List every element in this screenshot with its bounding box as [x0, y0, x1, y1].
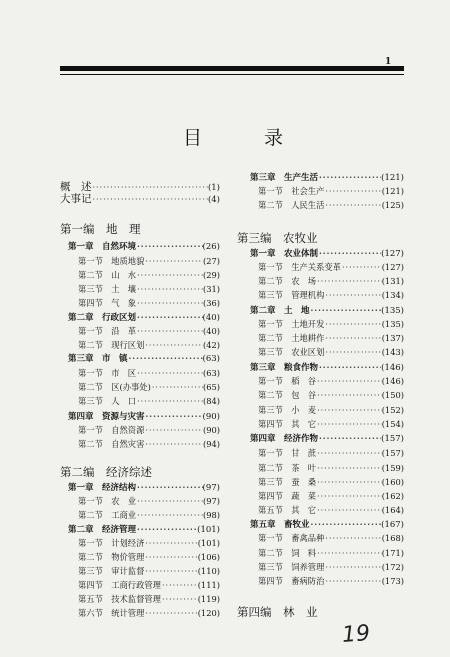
- entry-page-number: (125): [381, 200, 404, 210]
- entry-page-number: (135): [381, 306, 404, 316]
- dot-leader: [316, 375, 382, 389]
- dot-leader: [144, 438, 203, 452]
- section-entry: [258, 574, 404, 589]
- section-entry: [78, 536, 220, 551]
- entry-title: 第四章 经济作物: [250, 434, 319, 444]
- dot-leader: [316, 476, 382, 490]
- entry-title: 第一节 沿 革: [78, 326, 137, 336]
- chapter-entry: [250, 360, 404, 375]
- entry-title: 第一节 甘 蔗: [258, 448, 317, 458]
- dot-leader: [136, 297, 203, 311]
- entry-title: 第二节 包 谷: [258, 390, 317, 400]
- dot-leader: [144, 565, 197, 579]
- entry-title: 第三节 农业区划: [258, 347, 325, 357]
- section-entry: [78, 437, 220, 452]
- entry-page-number: (168): [381, 533, 404, 543]
- entry-page-number: (90): [202, 425, 220, 435]
- dot-leader: [316, 418, 382, 432]
- entry-title: 第三章 生产生活: [250, 173, 319, 183]
- entry-title: 第一节 自然资源: [78, 425, 145, 435]
- entry-page-number: (63): [202, 354, 220, 364]
- entry-page-number: (40): [202, 313, 220, 323]
- entry-title: 第一编 地 理: [60, 222, 141, 236]
- entry-title: 第一节 社会生产: [258, 186, 325, 196]
- dot-leader: [324, 346, 381, 360]
- entry-title: 概 述: [60, 181, 92, 193]
- header-rule-thick: [60, 66, 404, 71]
- entry-page-number: (172): [381, 562, 404, 572]
- dot-leader: [318, 246, 381, 260]
- entry-title: 第二节 土地耕作: [258, 333, 325, 343]
- entry-page-number: (98): [202, 510, 220, 520]
- entry-title: 第一节 地质地貌: [78, 256, 145, 266]
- dot-leader: [144, 551, 197, 565]
- section-entry: [78, 366, 220, 381]
- handwritten-note: 19: [341, 621, 371, 648]
- chapter-entry: [250, 431, 404, 446]
- section-entry: [258, 489, 404, 504]
- header-rule-thin: [60, 74, 404, 75]
- section-entry: [78, 423, 220, 438]
- entry-title: 第二章 行政区划: [68, 313, 137, 323]
- chapter-entry: [250, 303, 404, 318]
- dot-leader: [324, 185, 381, 199]
- entry-title: 第二章 经济管理: [68, 525, 137, 535]
- entry-page-number: (146): [381, 363, 404, 373]
- dot-leader: [310, 517, 382, 531]
- part-heading: [60, 465, 152, 479]
- section-entry: [258, 417, 404, 432]
- entry-page-number: (42): [202, 340, 220, 350]
- entry-title: 第四节 畜病防治: [258, 576, 325, 586]
- chapter-entry: [68, 239, 220, 254]
- section-entry: [258, 331, 404, 346]
- entry-page-number: (127): [381, 249, 404, 259]
- dot-leader: [136, 239, 203, 253]
- section-entry: [78, 380, 220, 395]
- entry-title: 第二节 自然灾害: [78, 439, 145, 449]
- entry-title: 第二节 人民生活: [258, 200, 325, 210]
- dot-leader: [318, 360, 381, 374]
- dot-leader: [316, 404, 382, 418]
- entry-page-number: (121): [381, 186, 404, 196]
- dot-leader: [144, 607, 197, 621]
- entry-page-number: (31): [202, 284, 220, 294]
- entry-title: 第三章 市 镇: [68, 354, 128, 364]
- dot-leader: [324, 561, 381, 575]
- entry-title: 第一章 自然环境: [68, 242, 137, 252]
- entry-title: 第三节 饲养管理: [258, 562, 325, 572]
- entry-page-number: (131): [381, 276, 404, 286]
- entry-title: 第四编 林 业: [237, 605, 318, 619]
- dot-leader: [144, 424, 203, 438]
- section-entry: [78, 550, 220, 565]
- entry-title: 第三节 土 壤: [78, 284, 137, 294]
- dot-leader: [324, 532, 381, 546]
- section-entry: [78, 296, 220, 311]
- section-entry: [258, 274, 404, 289]
- section-entry: [78, 494, 220, 509]
- entry-title: 第三节 小 麦: [258, 405, 317, 415]
- section-entry: [78, 578, 220, 593]
- entry-page-number: (63): [202, 368, 220, 378]
- dot-leader: [324, 332, 381, 346]
- entry-title: 第二节 现行区划: [78, 340, 145, 350]
- entry-page-number: (27): [202, 256, 220, 266]
- dot-leader: [144, 537, 197, 551]
- entry-page-number: (101): [197, 538, 220, 548]
- entry-title: 第一节 计划经济: [78, 538, 145, 548]
- entry-page-number: (146): [381, 376, 404, 386]
- section-entry: [78, 254, 220, 269]
- chapter-entry: [250, 517, 404, 532]
- entry-title: 第六节 统计管理: [78, 608, 145, 618]
- entry-page-number: (171): [381, 548, 404, 558]
- entry-page-number: (97): [202, 496, 220, 506]
- entry-title: 第五节 技术监督管理: [78, 594, 161, 604]
- dot-leader: [324, 318, 381, 332]
- entry-title: 第一节 稻 谷: [258, 376, 317, 386]
- dot-leader: [316, 462, 382, 476]
- entry-title: 第二章 土 地: [250, 306, 310, 316]
- dot-leader: [316, 504, 382, 518]
- entry-title: 第二节 物价管理: [78, 552, 145, 562]
- entry-title: 大事记: [60, 193, 92, 205]
- entry-page-number: (152): [381, 405, 404, 415]
- entry-page-number: (157): [381, 448, 404, 458]
- section-entry: [78, 324, 220, 339]
- entry-page-number: (40): [202, 326, 220, 336]
- dot-leader: [136, 283, 203, 297]
- section-entry: [258, 345, 404, 360]
- chapter-entry: [250, 170, 404, 185]
- entry-title: 第三节 蚕 桑: [258, 477, 317, 487]
- section-entry: [78, 592, 220, 607]
- entry-title: 第三节 人 口: [78, 396, 137, 406]
- entry-title: 第一节 农 业: [78, 496, 137, 506]
- toc-title: 目 录: [183, 127, 312, 149]
- entry-page-number: (119): [197, 594, 220, 604]
- entry-title: 第五章 畜牧业: [250, 520, 310, 530]
- dot-leader: [151, 381, 203, 395]
- entry-page-number: (26): [202, 242, 220, 252]
- dot-leader: [136, 480, 203, 494]
- entry-page-number: (157): [381, 434, 404, 444]
- entry-page-number: (173): [381, 576, 404, 586]
- entry-title: 第四节 蔬 菜: [258, 491, 317, 501]
- section-entry: [78, 508, 220, 523]
- dot-leader: [136, 522, 197, 536]
- dot-leader: [316, 490, 382, 504]
- entry-page-number: (159): [381, 463, 404, 473]
- entry-page-number: (29): [202, 270, 220, 280]
- dot-leader: [136, 325, 203, 339]
- dot-leader: [144, 255, 203, 269]
- chapter-entry: [68, 409, 220, 424]
- dot-leader: [136, 395, 203, 409]
- entry-title: 第三编 农牧业: [237, 231, 318, 245]
- page-number: 1: [385, 57, 392, 67]
- section-entry: [258, 560, 404, 575]
- dot-leader: [136, 495, 203, 509]
- chapter-entry: [68, 522, 220, 537]
- section-entry: [258, 546, 404, 561]
- chapter-entry: [68, 351, 220, 366]
- entry-title: 第四节 工商行政管理: [78, 580, 161, 590]
- section-entry: [78, 268, 220, 283]
- entry-page-number: (162): [381, 491, 404, 501]
- section-entry: [258, 317, 404, 332]
- part-heading: [60, 222, 141, 236]
- dot-leader: [316, 447, 382, 461]
- section-entry: [258, 184, 404, 199]
- entry-title: 第一章 经济结构: [68, 483, 137, 493]
- section-entry: [258, 446, 404, 461]
- entry-page-number: (90): [202, 412, 220, 422]
- dot-leader: [316, 389, 382, 403]
- section-entry: [258, 503, 404, 518]
- entry-title: 第二节 工商业: [78, 510, 137, 520]
- entry-page-number: (164): [381, 505, 404, 515]
- entry-page-number: (154): [381, 419, 404, 429]
- chapter-entry: [250, 246, 404, 261]
- entry-page-number: (97): [202, 483, 220, 493]
- entry-title: 第四节 气 象: [78, 298, 137, 308]
- dot-leader: [161, 593, 198, 607]
- section-entry: [78, 394, 220, 409]
- entry-title: 第一节 市 区: [78, 368, 137, 378]
- entry-title: 第二编 经济综述: [60, 465, 152, 479]
- entry-page-number: (106): [197, 552, 220, 562]
- entry-page-number: (101): [197, 525, 220, 535]
- entry-title: 第一节 畜禽品种: [258, 533, 325, 543]
- entry-page-number: (111): [197, 580, 220, 590]
- entry-page-number: (137): [381, 333, 404, 343]
- entry-page-number: (134): [381, 290, 404, 300]
- dot-leader: [161, 579, 198, 593]
- entry-title: 第五节 其 它: [258, 505, 317, 515]
- entry-page-number: (135): [381, 319, 404, 329]
- entry-title: 第四章 资源与灾害: [68, 412, 145, 422]
- chapter-entry: [68, 480, 220, 495]
- entry-page-number: (160): [381, 477, 404, 487]
- entry-title: 第三节 管理机构: [258, 290, 325, 300]
- dot-leader: [316, 547, 382, 561]
- entry-page-number: (121): [381, 173, 404, 183]
- entry-page-number: (4): [207, 195, 220, 205]
- dot-leader: [324, 289, 381, 303]
- dot-leader: [136, 269, 203, 283]
- entry-title: 第二节 茶 叶: [258, 463, 317, 473]
- entry-page-number: (120): [197, 608, 220, 618]
- dot-leader: [136, 509, 203, 523]
- section-entry: [258, 403, 404, 418]
- section-entry: [78, 282, 220, 297]
- entry-page-number: (36): [202, 298, 220, 308]
- dot-leader: [128, 351, 203, 365]
- part-heading: [237, 231, 318, 245]
- entry-page-number: (1): [207, 183, 220, 193]
- dot-leader: [316, 275, 382, 289]
- dot-leader: [341, 261, 382, 275]
- entry-page-number: (110): [197, 566, 220, 576]
- entry-title: 第二节 区(办事处): [78, 382, 151, 392]
- entry-title: 第三节 审计监督: [78, 566, 145, 576]
- section-entry: [78, 606, 220, 621]
- dot-leader: [324, 575, 381, 589]
- section-entry: [258, 475, 404, 490]
- entry-page-number: (65): [202, 382, 220, 392]
- entry-title: 第一节 土地开发: [258, 319, 325, 329]
- entry-title: 第四节 其 它: [258, 419, 317, 429]
- dot-leader: [310, 303, 382, 317]
- section-entry: [258, 260, 404, 275]
- entry-page-number: (127): [381, 262, 404, 272]
- entry-page-number: (150): [381, 390, 404, 400]
- section-entry: [258, 374, 404, 389]
- section-entry: [258, 288, 404, 303]
- entry-title: 第二节 山 水: [78, 270, 137, 280]
- entry-page-number: (167): [381, 520, 404, 530]
- dot-leader: [92, 193, 208, 207]
- section-entry: [258, 531, 404, 546]
- entry-title: 第一章 农业体制: [250, 249, 319, 259]
- toc-entry: [60, 192, 220, 207]
- chapter-entry: [68, 310, 220, 325]
- dot-leader: [145, 409, 203, 423]
- entry-title: 第二节 农 场: [258, 276, 317, 286]
- entry-title: 第一节 生产关系变革: [258, 262, 341, 272]
- entry-page-number: (84): [202, 396, 220, 406]
- entry-page-number: (94): [202, 439, 220, 449]
- dot-leader: [136, 367, 203, 381]
- dot-leader: [318, 431, 381, 445]
- entry-page-number: (143): [381, 347, 404, 357]
- section-entry: [78, 564, 220, 579]
- entry-title: 第三章 粮食作物: [250, 363, 319, 373]
- dot-leader: [318, 170, 381, 184]
- part-heading: [237, 605, 318, 619]
- entry-title: 第二节 饲 料: [258, 548, 317, 558]
- section-entry: [258, 198, 404, 213]
- dot-leader: [324, 199, 381, 213]
- dot-leader: [136, 310, 203, 324]
- section-entry: [258, 461, 404, 476]
- section-entry: [258, 388, 404, 403]
